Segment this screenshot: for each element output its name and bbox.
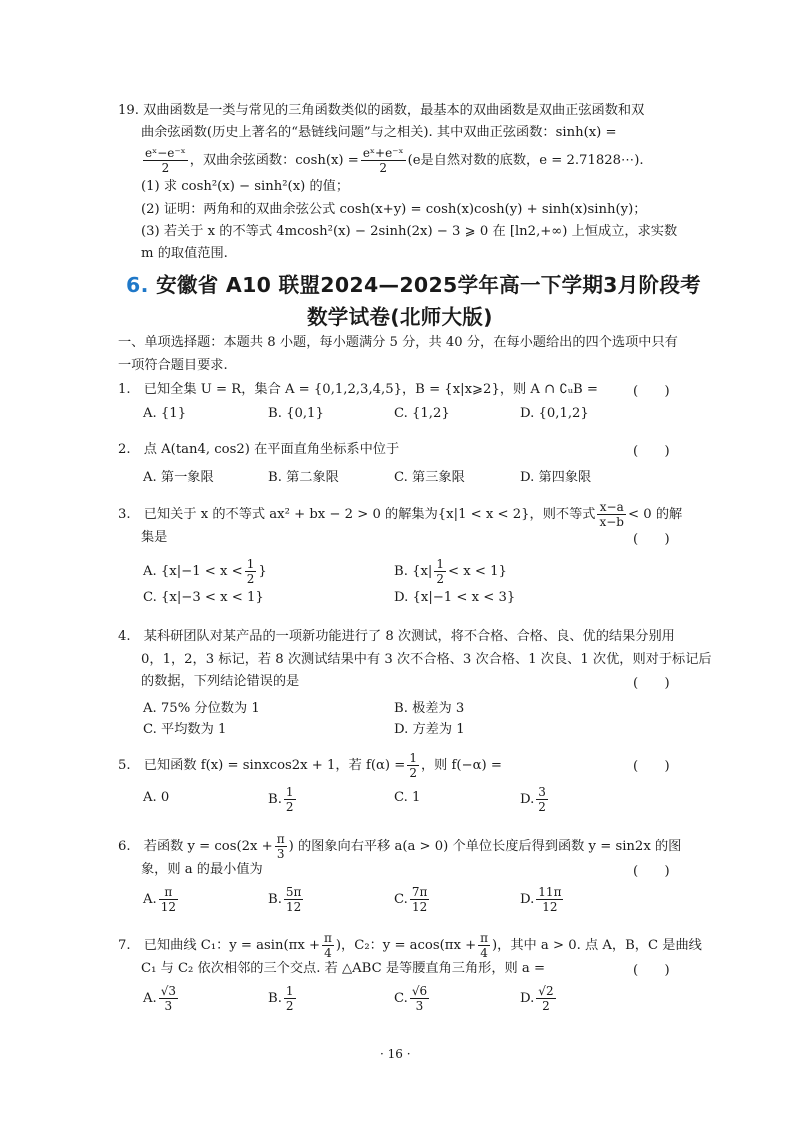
q3-answer-blank: ( ): [633, 532, 670, 547]
q6-option-c: C. $\frac{7\pi}{12}$: [394, 885, 428, 914]
q5-option-c: C. 1: [394, 790, 421, 805]
q7-option-c: C. $\frac{√6}{3}$: [394, 984, 428, 1013]
q7-option-b: B. $\frac{1}{2}$: [268, 984, 294, 1013]
q19-line-2: 曲余弦函数(历史上著名的“悬链线问题”与之相关). 其中双曲正弦函数：sinh(x) =: [141, 125, 617, 140]
q3-stem: 3. 已知关于 x 的不等式 ax² + bx − 2 > 0 的解集为{x|1 < x < 2}，则不等式 $\frac{x-a}{x-b}$ < 0 的解: [118, 500, 683, 529]
q1-stem: 1. 已知全集 U = R，集合 A = {0,1,2,3,4,5}，B = {x|x⩾2}，则 A ∩ ∁ᵤB =: [118, 382, 598, 397]
q19-line-1: 19. 双曲函数是一类与常见的三角函数类似的函数，最基本的双曲函数是双曲正弦函数和双: [118, 103, 645, 118]
sinh-fraction: $\frac{\text{eˣ−e⁻ˣ}}{2}$: [145, 146, 186, 175]
q4-answer-blank: ( ): [633, 676, 670, 691]
q1-option-c: C. {1,2}: [394, 406, 450, 421]
q3-stem-2: 集是: [141, 530, 168, 545]
q4-line-1: 4. 某科研团队对某产品的一项新功能进行了 8 次测试，将不合格、合格、良、优的结果分别用: [118, 629, 675, 644]
q6-option-b: B. $\frac{5\pi}{12}$: [268, 885, 302, 914]
q6-stem-2: 象，则 a 的最小值为: [141, 862, 263, 877]
q19-line-4: (1) 求 cosh²(x) − sinh²(x) 的值；: [141, 179, 350, 194]
q1-option-d: D. {0,1,2}: [520, 406, 589, 421]
q5-answer-blank: ( ): [633, 759, 670, 774]
q7-option-d: D. $\frac{√2}{2}$: [520, 984, 554, 1013]
q6-option-a: A. $\frac{\pi}{12}$: [143, 885, 176, 914]
cosh-fraction: $\frac{\text{eˣ+e⁻ˣ}}{2}$: [362, 146, 404, 175]
q19-line-7: m 的取值范围.: [141, 246, 228, 261]
q2-option-d: D. 第四象限: [520, 470, 592, 485]
q1-option-b: B. {0,1}: [268, 406, 324, 421]
q2-option-c: C. 第三象限: [394, 470, 465, 485]
q3-option-a: A. {x|−1 < x < $\frac{1}{2}$ }: [143, 557, 267, 586]
section-header-line-2: 一项符合题目要求.: [118, 358, 228, 373]
q5-option-a: A. 0: [143, 790, 170, 805]
q6-answer-blank: ( ): [633, 864, 670, 879]
q4-line-2: 0，1，2，3 标记，若 8 次测试结果中有 3 次不合格、3 次合格、1 次良、1 次优，则对于标记后: [141, 652, 712, 667]
page-number: · 16 ·: [380, 1047, 411, 1061]
q7-answer-blank: ( ): [633, 963, 670, 978]
q2-option-b: B. 第二象限: [268, 470, 339, 485]
section-header-line-1: 一、单项选择题：本题共 8 小题，每小题满分 5 分，共 40 分，在每小题给出的四个选项中只有: [118, 335, 678, 350]
q19-line-6: (3) 若关于 x 的不等式 4mcosh²(x) − 2sinh(2x) − 3 ⩾ 0 在 [ln2,+∞) 上恒成立，求实数: [141, 224, 678, 239]
q3-option-c: C. {x|−3 < x < 1}: [143, 590, 264, 605]
q6-stem: 6. 若函数 y = cos(2x + $\frac{\pi}{3}$ ) 的图象向右平移 a(a > 0) 个单位长度后得到函数 y = sin2x 的图: [118, 832, 682, 861]
q7-stem-2: C₁ 与 C₂ 依次相邻的三个交点. 若 △ABC 是等腰直角三角形，则 a =: [141, 961, 546, 976]
q5-option-d: D. $\frac{3}{2}$: [520, 785, 546, 814]
q7-stem: 7. 已知曲线 C₁：y = asin(πx + $\frac{\pi}{4}$ )，C₂：y = acos(πx + $\frac{\pi}{4}$ )，其中 a > 0. 点 A，B，C 是曲线: [118, 931, 702, 960]
exam-title-line-2: 数学试卷(北师大版): [307, 305, 493, 329]
q7-option-a: A. $\frac{√3}{3}$: [143, 984, 176, 1013]
q4-option-b: B. 极差为 3: [394, 701, 465, 716]
q5-option-b: B. $\frac{1}{2}$: [268, 785, 294, 814]
q19-line-5: (2) 证明：两角和的双曲余弦公式 cosh(x+y) = cosh(x)cosh(y) + sinh(x)sinh(y)；: [141, 202, 647, 217]
q3-option-b: B. {x| $\frac{1}{2}$ < x < 1}: [394, 557, 507, 586]
q2-answer-blank: ( ): [633, 444, 670, 459]
q3-stem-fraction: $\frac{x-a}{x-b}$: [599, 500, 624, 529]
q5-stem: 5. 已知函数 f(x) = sinxcos2x + 1，若 f(α) = $\frac{1}{2}$ ，则 f(−α) =: [118, 751, 502, 780]
q1-answer-blank: ( ): [633, 384, 670, 399]
q4-option-a: A. 75% 分位数为 1: [143, 701, 260, 716]
q3-option-d: D. {x|−1 < x < 3}: [394, 590, 516, 605]
q4-option-d: D. 方差为 1: [394, 722, 465, 737]
q2-stem: 2. 点 A(tan4, cos2) 在平面直角坐标系中位于: [118, 442, 400, 457]
q19-line-3: $\frac{\text{eˣ−e⁻ˣ}}{2}$ ，双曲余弦函数：cosh(x) = $\frac{\text{eˣ+e⁻ˣ}}{2}$ (e是自然对数的底数，e = 2.71828⋯).: [145, 146, 644, 175]
q4-line-3: 的数据，下列结论错误的是: [141, 674, 300, 689]
q4-option-c: C. 平均数为 1: [143, 722, 227, 737]
q1-option-a: A. {1}: [143, 406, 187, 421]
q6-option-d: D. $\frac{11\pi}{12}$: [520, 885, 562, 914]
exam-title-line-1: 6. 安徽省 A10 联盟2024—2025学年高一下学期3月阶段考: [126, 273, 701, 297]
q2-option-a: A. 第一象限: [143, 470, 214, 485]
